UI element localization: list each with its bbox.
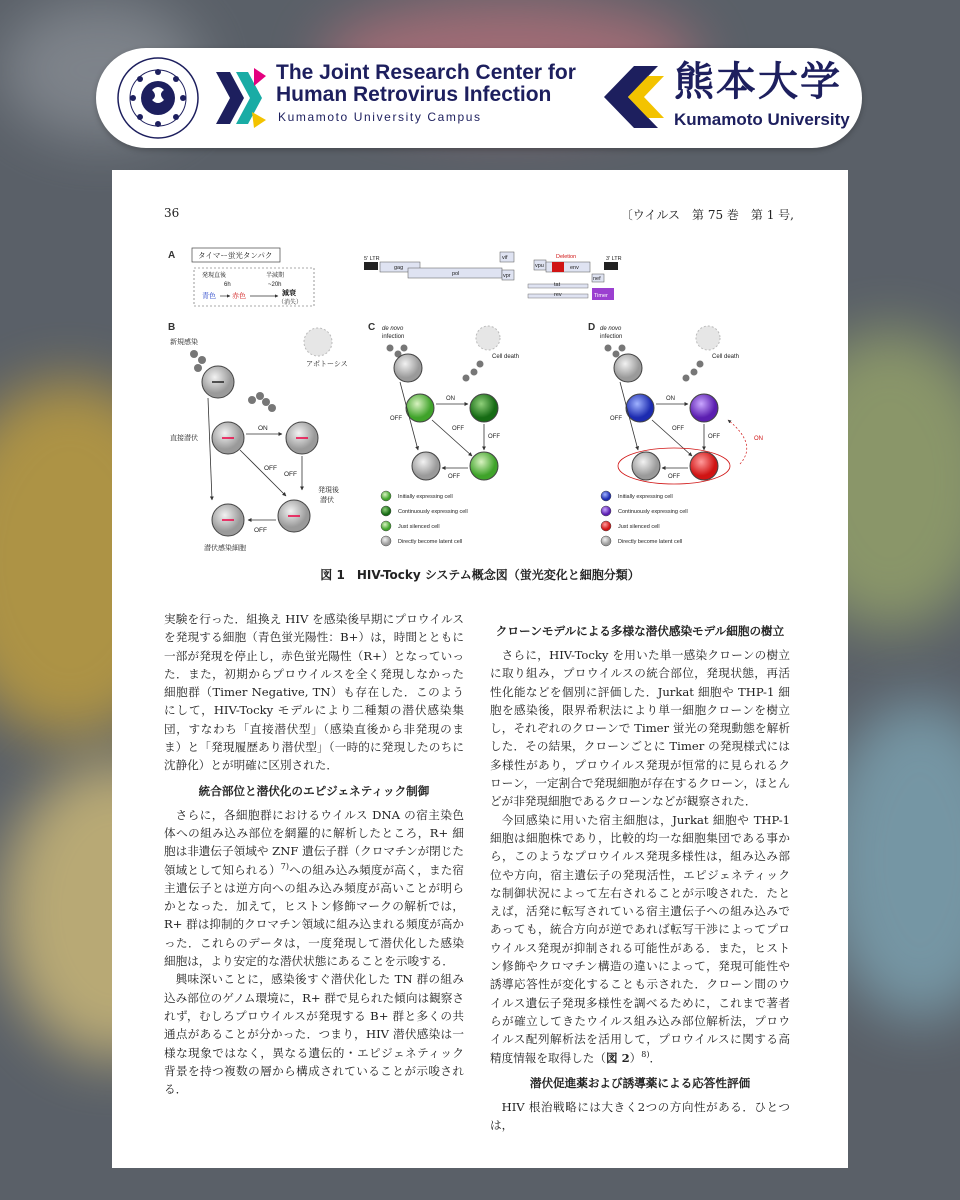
page-number: 36 xyxy=(164,206,180,220)
d-legend xyxy=(601,491,688,546)
d-infection: infection xyxy=(600,334,623,340)
paper-page xyxy=(112,170,848,1168)
d-legend-item: Just silenced cell xyxy=(618,524,660,530)
c-off-4: OFF xyxy=(390,416,402,422)
d-on-red: ON xyxy=(754,436,763,442)
c-latent-cell xyxy=(412,452,440,480)
d-silenced-cell xyxy=(690,452,718,480)
c-de-novo: de novo xyxy=(382,326,404,332)
figure-ref: 図 2 xyxy=(605,1050,630,1065)
panel-label-c: C xyxy=(368,322,376,333)
paragraph: さらに，HIV-Tocky を用いた単一感染クローンの樹立に取り組み，プロウイルスの統合部位，発現状態，再活性化能などを個別に評価した．Jurkat 細胞や THP-1 細胞を感染後，限界希釈法により単一細胞クローンを樹立し，それぞれのクローンで Timer 蛍光の発現動態を解析した．その結果，クローンごとに Timer の発現様式には多様性があり，プロウイルス発現が恒常的に見られるクローン，一定割合で発現細胞が存在するクローン，ほとんどが非発現細胞であるクローンなどが観察された． xyxy=(490,648,790,809)
d-on: ON xyxy=(666,396,675,402)
figure-caption: 図 1 HIV-Tocky システム概念図（蛍光変化と細胞分類） xyxy=(320,568,640,582)
c-off-3: OFF xyxy=(448,474,460,480)
paragraph: 興味深いことに，感染後すぐ潜伏化した TN 群の組み込み部位のゲノム環境に，R+ 群で見られた傾向は観察されず，むしろプロウイルスが発現する B+ 群と多くの共通点があることが分かった．つまり，HIV 潜伏感染は一様な現象ではなく，異なる遺伝的・エピジェネティック背景を持つ複数の層から構成されていることが示唆される． xyxy=(164,972,464,1097)
kumamoto-chevron-logo xyxy=(604,66,664,128)
jrc-title: The Joint Research Center for Human Retrovirus Infection xyxy=(276,61,576,106)
gag-label: gag xyxy=(394,265,404,271)
env-label: env xyxy=(570,265,579,271)
timer-protein-label: タイマー蛍光タンパク xyxy=(198,251,273,260)
b-off-3: OFF xyxy=(254,527,267,534)
d-off-4: OFF xyxy=(610,416,622,422)
b-new-infection: 新規感染 xyxy=(170,339,198,346)
deletion-label: Deletion xyxy=(556,254,577,260)
time-6h-label: 6h xyxy=(224,282,231,288)
jrc-logo-icon xyxy=(214,66,268,130)
rev-label: rev xyxy=(554,292,562,298)
d-initial-cell xyxy=(626,394,654,422)
c-infected-cell xyxy=(394,354,422,382)
panel-label-a: A xyxy=(168,250,176,261)
d-reactivation-arrow xyxy=(728,420,747,464)
c-off-2: OFF xyxy=(488,434,500,440)
vpr-label: vpr xyxy=(503,273,511,279)
d-continuous-cell xyxy=(690,394,718,422)
figure-1 xyxy=(168,244,788,566)
d-off-2: OFF xyxy=(708,434,720,440)
c-legend-item: Continuously expressing cell xyxy=(398,509,468,515)
c-continuous-cell xyxy=(470,394,498,422)
ltr3-label: 3' LTR xyxy=(606,256,622,262)
running-head: 〔ウイルス 第 75 巻 第 1 号, xyxy=(620,208,794,222)
tat-label: tat xyxy=(554,282,561,288)
d-legend-item: Initially expressing cell xyxy=(618,494,673,500)
left-column xyxy=(164,610,464,1098)
c-cell-death xyxy=(476,326,500,350)
right-column xyxy=(490,610,790,1134)
d-legend-item: Continuously expressing cell xyxy=(618,509,688,515)
section-heading: 潜伏促進薬および誘導薬による応答性評価 xyxy=(529,1075,751,1090)
c-legend-item: Just silenced cell xyxy=(398,524,440,530)
direct-latency-arrow xyxy=(208,398,212,500)
b-off-1: OFF xyxy=(264,465,277,472)
c-legend xyxy=(381,491,468,546)
b-on: ON xyxy=(258,425,268,432)
c-off-1: OFF xyxy=(452,426,464,432)
section-heading: 統合部位と潜伏化のエピジェネティック制御 xyxy=(198,783,430,798)
d-off-1: OFF xyxy=(672,426,684,432)
d-cell-death-label: Cell death xyxy=(712,354,740,360)
b-apoptosis: アポトーシス xyxy=(306,361,348,368)
university-name-jp: 熊本大学 xyxy=(674,59,842,105)
c-legend-item: Initially expressing cell xyxy=(398,494,453,500)
b-latent-cell-label: 潜伏感染細胞 xyxy=(204,545,246,552)
division-seal-logo xyxy=(116,56,200,140)
section-heading: クローンモデルによる多様な潜伏感染モデル細胞の樹立 xyxy=(495,624,785,638)
d-latent-cell xyxy=(632,452,660,480)
blue-label: 青色 xyxy=(202,293,216,300)
c-infection: infection xyxy=(382,334,405,340)
paragraph: HIV 根治戦略には大きく2つの方向性がある．ひとつは， xyxy=(490,1099,790,1133)
panel-label-b: B xyxy=(168,322,176,333)
university-name-en: Kumamoto University xyxy=(674,110,850,129)
d-off-3: OFF xyxy=(668,474,680,480)
ltr5-label: 5' LTR xyxy=(364,256,380,262)
paragraph: 実験を行った．組換え HIV を感染後早期にプロウイルスを発現する細胞（青色蛍光陽性：B+）は，時間とともに一部が発現を停止し，赤色蛍光陽性（R+）となっていった．また，初期からプロウイルスを全く発現しなかった細胞群（Timer Negative, TN）も存在した．このようにして，HIV-Tocky モデルにより二種類の潜伏感染集団，すなわち「直接潜伏型」（感染直後から非発現のまま）と「発現履歴あり潜伏型」（一時的に発現したのちに沈静化）とが明確に区別された． xyxy=(164,612,464,773)
c-initial-cell xyxy=(406,394,434,422)
c-on: ON xyxy=(446,396,455,402)
d-de-novo: de novo xyxy=(600,326,622,332)
c-silenced-cell xyxy=(470,452,498,480)
jrc-subtitle: Kumamoto University Campus xyxy=(278,110,482,124)
citation-ref: 8) xyxy=(641,1049,650,1059)
half-life-label: 半減期 xyxy=(266,273,285,279)
d-legend-item: Directly become latent cell xyxy=(618,539,683,545)
vpu-label: vpu xyxy=(535,263,544,269)
decay-label: 減衰 xyxy=(282,290,296,297)
citation-ref: 7) xyxy=(280,861,290,871)
paragraph: さらに，各細胞群におけるウイルス DNA の宿主染色体への組み込み部位を網羅的に解析したところ，R+ 細胞は非遺伝子領域や ZNF 遺伝子群（クロマチンが閉じた領域として知られる）$^{7)}$への組み込み頻度が高く，また宿主遺伝子とは逆方向への組み込み頻度が高いことが明らかとなった．加えて，ヒストン修飾マークの解析では，R+ 群は抑制的クロマチン領域に組み込まれる頻度が高かった．これらのデータは，一度発現して潜伏化した感染細胞は，より安定的な潜伏状態にあることを示唆する． xyxy=(164,807,464,969)
panel-label-d: D xyxy=(588,322,596,333)
decay-note: （消失） xyxy=(278,300,303,306)
paragraph: 今回感染に用いた宿主細胞は，Jurkat 細胞や THP-1 細胞は細胞株であり，比較的均一な細胞集団である事から，このようなプロウイルス発現多様性は，組み込み部位や方向，宿主遺伝子の発現活性，エピジェネティックな制御状況によって左右されることが示唆された．たとえば，活発に転写されている宿主遺伝子への組み込みであっても，統合方向が逆であれば転写干渉によってプロウイルス発現が抑制される可能性がある．また，ヒストン修飾やクロマチン構造の違いによって，発現可能性や誘導応答性が変化することも示された．クローン間のウイルス遺伝子発現多様性を調べるために，これまで著者らが確立してきたウイルス組み込み部位解析法，プロウイルス配列解析法を活用して，プロウイルスに関する高精度情報を取得した（図 2）$^{8)}$． xyxy=(490,812,790,1065)
nef-label: nef xyxy=(593,276,601,282)
timer-gene-label: Timer xyxy=(594,293,608,299)
vif-label: vif xyxy=(502,255,508,261)
d-cell-death xyxy=(696,326,720,350)
header-banner xyxy=(96,48,862,148)
c-legend-item: Directly become latent cell xyxy=(398,539,463,545)
after-expression-label: 発現直後 xyxy=(202,273,227,279)
b-expressed-latency-1: 発現後 xyxy=(318,487,339,494)
b-expressed-latency-2: 潜伏 xyxy=(320,497,334,504)
half-life-value: ~20h xyxy=(268,282,282,288)
pol-label: pol xyxy=(452,271,460,277)
d-infected-cell xyxy=(614,354,642,382)
hiv-genome-map xyxy=(364,252,622,300)
red-label: 赤色 xyxy=(232,293,246,300)
off-arrow xyxy=(240,450,286,496)
c-cell-death-label: Cell death xyxy=(492,354,520,360)
b-apoptosis-cell xyxy=(304,328,332,356)
b-off-2: OFF xyxy=(284,471,297,478)
b-direct-latency: 直接潜伏 xyxy=(170,435,198,442)
